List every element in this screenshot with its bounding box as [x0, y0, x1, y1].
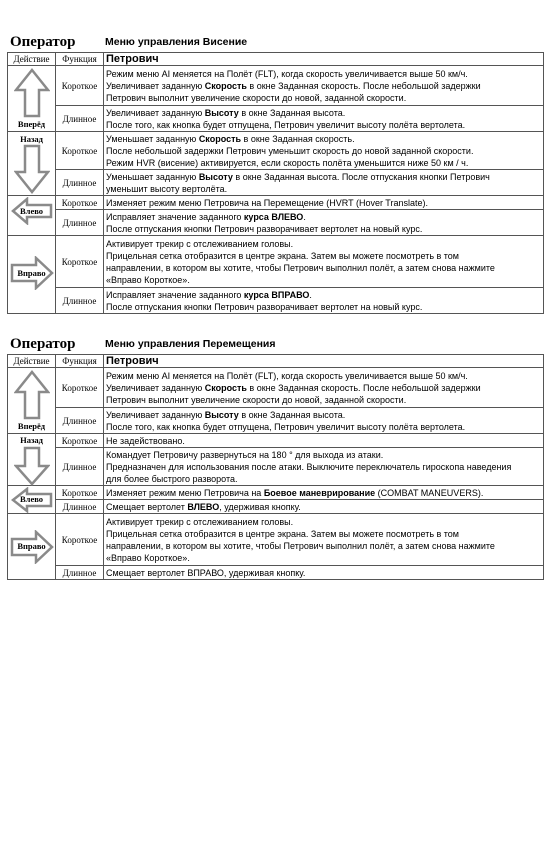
function-cell: Короткое: [56, 132, 104, 170]
description-cell: [104, 66, 544, 106]
table-header-row: [8, 355, 544, 368]
action-back-label: Назад: [20, 435, 43, 445]
action-right-label: Вправо: [17, 268, 46, 278]
bold-segment: Боевое маневрирование: [263, 487, 376, 498]
text-segment: Прицельная сетка отобразится в центре экрана. Затем вы можете посмотреть в том: [106, 528, 459, 539]
action-right-label: Вправо: [17, 541, 46, 551]
function-cell: Длинное: [56, 288, 104, 314]
action-forward-label: Вперёд: [17, 119, 46, 129]
description-line: [106, 487, 541, 499]
function-cell: Короткое: [56, 196, 104, 210]
table-row: [8, 486, 544, 500]
action-right-cell: [8, 514, 56, 580]
bold-segment: курса ВПРАВО: [243, 289, 310, 300]
table-row: [8, 236, 544, 288]
text-segment: Изменяет режим меню Петровича на: [106, 487, 264, 498]
function-cell: Длинное: [56, 170, 104, 196]
action-back-cell: [8, 132, 56, 196]
action-forward-cell: [8, 66, 56, 132]
text-segment: уменьшит высоту вертолёта.: [106, 183, 228, 194]
operator-label: Оператор: [10, 34, 76, 50]
text-segment: Активирует трекир с отслеживанием головы.: [106, 516, 294, 527]
text-segment: Уменьшает заданную: [106, 171, 199, 182]
text-segment: Изменяет режим меню Петровича на Перемещение (HVRT (Hover Translate).: [106, 197, 428, 208]
description-line: [106, 211, 541, 223]
text-segment: После небольшой задержки Петрович уменьшит скорость до новой заданной скорости.: [106, 145, 474, 156]
table-row: [8, 288, 544, 314]
text-segment: Увеличивает заданную: [106, 80, 205, 91]
text-segment: После отпускания кнопки Петрович разворачивает вертолет на новый курс.: [106, 223, 423, 234]
down-arrow-icon: [14, 446, 50, 486]
text-segment: (COMBAT MANEUVERS).: [375, 487, 484, 498]
description-line: [106, 540, 541, 552]
text-segment: направлении, в котором вы хотите, чтобы Петрович выполнил полёт, а затем снова нажмите: [106, 262, 495, 273]
controls-table: [7, 354, 544, 580]
text-segment: Режим меню AI меняется на Полёт (FLT), когда скорость увеличивается выше 50 км/ч.: [106, 68, 468, 79]
description-cell: [104, 500, 544, 514]
function-cell: Короткое: [56, 486, 104, 500]
description-cell: [104, 408, 544, 434]
text-segment: «Вправо Короткое».: [106, 274, 190, 285]
table-row: [8, 66, 544, 106]
text-segment: Режим HVR (висение) активируется, если скорость полёта уменьшится ниже 50 км / ч.: [106, 157, 469, 168]
description-cell: [104, 368, 544, 408]
description-line: [106, 262, 541, 274]
function-cell: Короткое: [56, 368, 104, 408]
table-row: [8, 106, 544, 132]
menu-title: Меню управления Перемещения: [105, 338, 276, 350]
description-line: [106, 421, 541, 433]
description-cell: [104, 434, 544, 448]
bold-segment: курса ВЛЕВО: [243, 211, 304, 222]
description-line: [106, 449, 541, 461]
description-line: [106, 80, 541, 92]
text-segment: , удерживая кнопку.: [219, 501, 301, 512]
table-row: [8, 448, 544, 486]
up-arrow-icon: [14, 370, 50, 420]
function-cell: Длинное: [56, 106, 104, 132]
description-cell: [104, 448, 544, 486]
description-cell: [104, 288, 544, 314]
table-row: [8, 170, 544, 196]
header-function: Функция: [56, 355, 104, 368]
table-row: [8, 434, 544, 448]
description-line: [106, 238, 541, 250]
description-cell: [104, 196, 544, 210]
up-arrow-icon: [14, 68, 50, 118]
description-line: [106, 394, 541, 406]
text-segment: Прицельная сетка отобразится в центре экрана. Затем вы можете посмотреть в том: [106, 250, 459, 261]
action-forward-cell: [8, 368, 56, 434]
action-left-cell: [8, 486, 56, 514]
description-line: [106, 119, 541, 131]
description-line: [106, 68, 541, 80]
description-line: [106, 370, 541, 382]
bold-segment: Скорость: [198, 133, 242, 144]
controls-table: [7, 52, 544, 314]
bold-segment: Скорость: [204, 80, 247, 91]
description-cell: [104, 170, 544, 196]
translate-menu-section: [7, 336, 543, 580]
description-line: [106, 461, 541, 473]
table-row: [8, 514, 544, 566]
description-line: [106, 197, 541, 209]
description-line: [106, 501, 541, 513]
function-cell: Длинное: [56, 448, 104, 486]
text-segment: в окне Заданная скорость. После небольшой задержки: [246, 80, 481, 91]
description-line: [106, 528, 541, 540]
action-back-label: Назад: [20, 134, 43, 144]
function-cell: Короткое: [56, 514, 104, 566]
description-cell: [104, 236, 544, 288]
bold-segment: Высоту: [204, 409, 239, 420]
description-line: [106, 289, 541, 301]
action-right-cell: [8, 236, 56, 314]
description-cell: [104, 486, 544, 500]
text-segment: в окне Заданная высота.: [238, 409, 346, 420]
text-segment: Не задействовано.: [106, 435, 185, 446]
description-line: [106, 409, 541, 421]
down-arrow-icon: [14, 144, 50, 194]
description-line: [106, 133, 541, 145]
text-segment: Режим меню AI меняется на Полёт (FLT), когда скорость увеличивается выше 50 км/ч.: [106, 370, 468, 381]
action-forward-label: Вперёд: [17, 421, 46, 431]
table-row: [8, 210, 544, 236]
text-segment: для более быстрого разворота.: [106, 473, 238, 484]
description-line: [106, 552, 541, 564]
text-segment: Петрович выполнит увеличение скорости до новой, заданной скорости.: [106, 92, 407, 103]
description-line: [106, 171, 541, 183]
text-segment: в окне Заданная высота.: [238, 107, 346, 118]
function-cell: Длинное: [56, 566, 104, 580]
table-row: [8, 132, 544, 170]
function-cell: Длинное: [56, 210, 104, 236]
description-line: [106, 473, 541, 485]
text-segment: .: [309, 289, 312, 300]
function-cell: Короткое: [56, 66, 104, 106]
description-cell: [104, 514, 544, 566]
header-description: Петрович: [104, 53, 544, 66]
action-back-cell: [8, 434, 56, 486]
text-segment: .: [303, 211, 306, 222]
section-title-row: [7, 34, 543, 52]
bold-segment: Скорость: [204, 382, 247, 393]
text-segment: в окне Заданная скорость.: [241, 133, 355, 144]
header-action: Действие: [8, 53, 56, 66]
hover-menu-section: [7, 34, 543, 314]
text-segment: Активирует трекир с отслеживанием головы.: [106, 238, 294, 249]
bold-segment: Высоту: [204, 107, 239, 118]
bold-segment: Высоту: [198, 171, 233, 182]
text-segment: Увеличивает заданную: [106, 107, 205, 118]
text-segment: Увеличивает заданную: [106, 409, 205, 420]
action-left-label: Влево: [20, 206, 43, 216]
text-segment: Командует Петровичу развернуться на 180 ° для выхода из атаки.: [106, 449, 384, 460]
description-line: [106, 567, 541, 579]
section-title-row: [7, 336, 543, 354]
header-function: Функция: [56, 53, 104, 66]
text-segment: Петрович выполнит увеличение скорости до новой, заданной скорости.: [106, 394, 407, 405]
text-segment: направлении, в котором вы хотите, чтобы Петрович выполнил полёт, а затем снова нажмите: [106, 540, 495, 551]
text-segment: в окне Заданная скорость. После небольшой задержки: [246, 382, 481, 393]
description-line: [106, 107, 541, 119]
table-row: [8, 368, 544, 408]
text-segment: После того, как кнопка будет отпущена, Петрович увеличит высоту полёта вертолета.: [106, 119, 466, 130]
bold-segment: ВЛЕВО: [187, 501, 220, 512]
table-row: [8, 196, 544, 210]
text-segment: Исправляет значение заданного: [106, 289, 244, 300]
action-left-cell: [8, 196, 56, 236]
menu-title: Меню управления Висение: [105, 36, 248, 48]
function-cell: Короткое: [56, 236, 104, 288]
function-cell: Длинное: [56, 500, 104, 514]
function-cell: Короткое: [56, 434, 104, 448]
description-line: [106, 250, 541, 262]
table-row: [8, 408, 544, 434]
text-segment: Уменьшает заданную: [106, 133, 199, 144]
text-segment: Смещает вертолет ВПРАВО, удерживая кнопку.: [106, 567, 306, 578]
text-segment: в окне Заданная высота. После отпускания кнопки Петрович: [232, 171, 490, 182]
table-row: [8, 566, 544, 580]
description-cell: [104, 210, 544, 236]
description-line: [106, 92, 541, 104]
description-line: [106, 435, 541, 447]
description-line: [106, 301, 541, 313]
description-line: [106, 382, 541, 394]
description-cell: [104, 566, 544, 580]
description-line: [106, 183, 541, 195]
description-line: [106, 157, 541, 169]
table-row: [8, 500, 544, 514]
action-left-label: Влево: [20, 494, 43, 504]
text-segment: После того, как кнопка будет отпущена, Петрович увеличит высоту полёта вертолета.: [106, 421, 466, 432]
text-segment: Исправляет значение заданного: [106, 211, 244, 222]
text-segment: «Вправо Короткое».: [106, 552, 190, 563]
function-cell: Длинное: [56, 408, 104, 434]
header-action: Действие: [8, 355, 56, 368]
table-header-row: [8, 53, 544, 66]
text-segment: Предназначен для использования после атаки. Выключите переключатель гироскопа наведения: [106, 461, 512, 472]
description-cell: [104, 132, 544, 170]
description-line: [106, 223, 541, 235]
description-line: [106, 145, 541, 157]
text-segment: Смещает вертолет: [106, 501, 188, 512]
description-cell: [104, 106, 544, 132]
text-segment: После отпускания кнопки Петрович разворачивает вертолет на новый курс.: [106, 301, 423, 312]
text-segment: Увеличивает заданную: [106, 382, 205, 393]
description-line: [106, 274, 541, 286]
header-description: Петрович: [104, 355, 544, 368]
description-line: [106, 516, 541, 528]
operator-label: Оператор: [10, 336, 76, 352]
